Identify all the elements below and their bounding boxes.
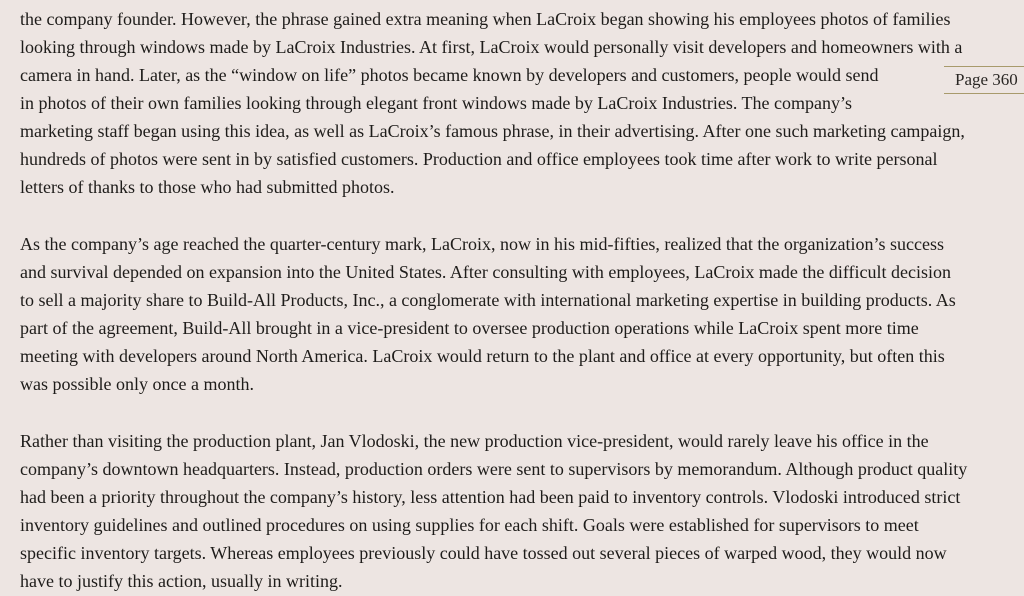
paragraph-2-line-6: was possible only once a month.: [20, 374, 254, 394]
paragraph-3-line-4: inventory guidelines and outlined procedures on using supplies for each shift. Goals were established for supervisors to meet: [20, 515, 919, 535]
paragraph-1-line-6: hundreds of photos were sent in by satisfied customers. Production and office employees took time after work to write personal: [20, 149, 938, 169]
paragraph-3-line-5: specific inventory targets. Whereas employees previously could have tossed out several pieces of warped wood, they would now: [20, 543, 947, 563]
paragraph-3-line-6: have to justify this action, usually in writing.: [20, 571, 343, 591]
paragraph-3-line-2: company’s downtown headquarters. Instead, production orders were sent to supervisors by memorandum. Although product quality: [20, 459, 968, 479]
paragraph-2-line-3: to sell a majority share to Build-All Products, Inc., a conglomerate with international marketing expertise in building products. As: [20, 290, 956, 310]
paragraph-3-line-3: had been a priority throughout the company’s history, less attention had been paid to inventory controls. Vlodoski introduced strict: [20, 487, 961, 507]
paragraph-1-line-2: looking through windows made by LaCroix Industries. At first, LaCroix would personally visit developers and homeowners with a: [20, 37, 963, 57]
paragraph-2-line-4: part of the agreement, Build-All brought in a vice-president to oversee production operations while LaCroix spent more time: [20, 318, 919, 338]
paragraph-2-line-2: and survival depended on expansion into the United States. After consulting with employees, LaCroix made the difficult decision: [20, 262, 951, 282]
paragraph-1-line-4: in photos of their own families looking through elegant front windows made by LaCroix Industries. The company’s: [20, 93, 853, 113]
paragraph-1-line-5: marketing staff began using this idea, as well as LaCroix’s famous phrase, in their advertising. After one such marketing campaign,: [20, 121, 965, 141]
paragraph-1-line-3: camera in hand. Later, as the “window on life” photos became known by developers and customers, people would send: [20, 65, 879, 85]
paragraph-2-line-1: As the company’s age reached the quarter-century mark, LaCroix, now in his mid-fifties, realized that the organization’s success: [20, 234, 944, 254]
page-number-marker: [944, 66, 1024, 94]
paragraph-1-line-7: letters of thanks to those who had submitted photos.: [20, 177, 395, 197]
page-number-label: Page 360: [955, 70, 1018, 89]
paragraph-2-line-5: meeting with developers around North America. LaCroix would return to the plant and office at every opportunity, but often this: [20, 346, 945, 366]
paragraph-1-line-1: the company founder. However, the phrase gained extra meaning when LaCroix began showing his employees photos of families: [20, 9, 951, 29]
paragraph-3-line-1: Rather than visiting the production plant, Jan Vlodoski, the new production vice-president, would rarely leave his office in the: [20, 431, 929, 451]
